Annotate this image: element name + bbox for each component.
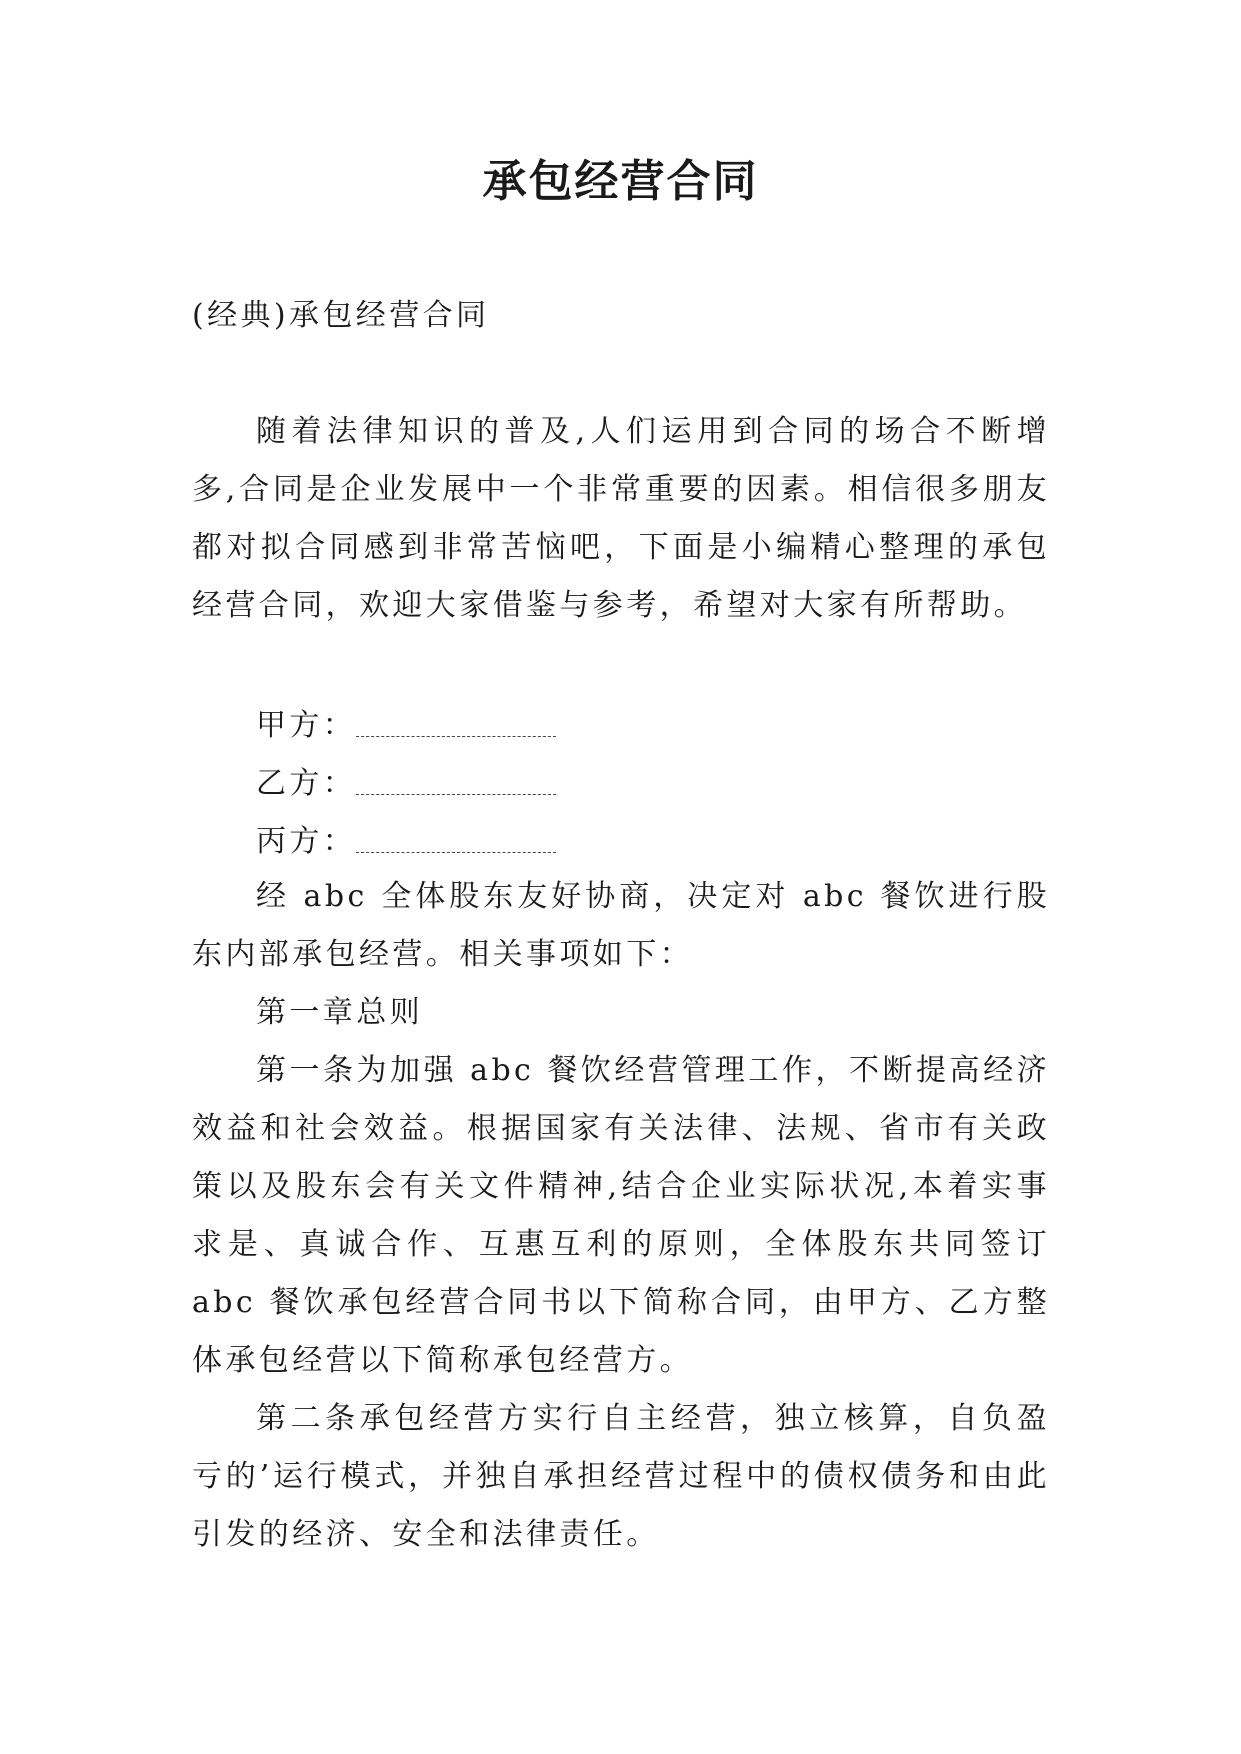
party-b-line [192,755,1050,813]
party-a-blank[interactable] [356,700,556,737]
article-two-paragraph: 第二条承包经营方实行自主经营，独立核算，自负盈亏的’运行模式，并独自承担经营过程中的债权债务和由此引发的经济、安全和法律责任。 [192,1401,1050,1552]
party-b-blank[interactable] [356,758,556,795]
article-one-paragraph: 第一条为加强 abc 餐饮经营管理工作，不断提高经济效益和社会效益。根据国家有关法律、法规、省市有关政策以及股东会有关文件精神,结合企业实际状况,本着实事求是、真诚合作、互惠互利的原则，全体股东共同签订 abc 餐饮承包经营合同书以下简称合同，由甲方、乙方整体承包经营以下简称承包经营方。 [192,1053,1050,1378]
party-a-label: 甲方： [256,708,357,743]
party-c-line [192,813,1050,871]
party-c-blank[interactable] [356,816,556,853]
negotiation-paragraph: 经 abc 全体股东友好协商，决定对 abc 餐饮进行股东内部承包经营。相关事项如下： [192,879,1050,972]
party-c-label: 丙方： [256,824,357,859]
chapter-heading: 第一章总则 [256,995,423,1030]
contract-body [192,868,1050,1564]
intro-paragraph: 随着法律知识的普及,人们运用到合同的场合不断增多,合同是企业发展中一个非常重要的因素。相信很多朋友都对拟合同感到非常苦恼吧，下面是小编精心整理的承包经营合同，欢迎大家借鉴与参考，希望对大家有所帮助。 [192,414,1050,623]
party-b-label: 乙方： [256,766,357,801]
document-title: 承包经营合同 [482,156,759,207]
party-list [192,697,1050,871]
document-subtitle: (经典)承包经营合同 [192,298,490,333]
party-a-line [192,697,1050,755]
